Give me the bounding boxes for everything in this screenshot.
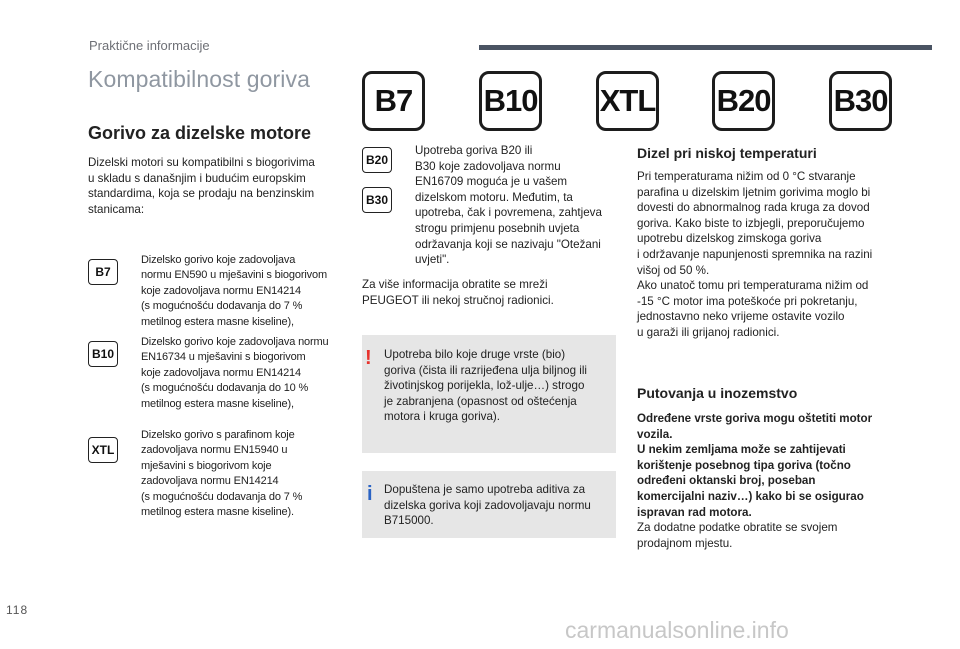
warning-box	[362, 335, 616, 453]
info-icon: i	[367, 483, 373, 505]
header-bar	[479, 45, 932, 50]
low-temp-text: Pri temperaturama nižim od 0 °C stvaranje parafina u dizelskim ljetnim gorivima moglo bi dovesti do abnormalnog rada kruga za dovod goriva. Kako biste to izbjegli, preporučujemo upotrebu dizelskog zimskoga goriva i održavanje napunjenosti spremnika na razini višoj od 50 %. Ako unatoč tomu pri temperaturama nižim od -15 °C motor ima poteškoće pri pokretanju, jednostavno neko vrijeme ostavite vozilo u garaži ili grijanoj radionici.	[637, 170, 873, 339]
page-title: Kompatibilnost goriva	[88, 66, 310, 92]
fuel-b10-description: Dizelsko gorivo koje zadovoljava normu EN16734 u mješavini s biogorivom koje zadovoljava normu EN14214 (s mogućnošću dodavanja do 10 % metilnog estera masne kiseline),	[141, 336, 329, 410]
fuel-badge-b7: B7	[88, 259, 118, 285]
fuel-badge-b10: B10	[88, 341, 118, 367]
badge-b20: B20	[712, 71, 775, 131]
abroad-bold-text: Određene vrste goriva mogu oštetiti motor vozila. U nekim zemljama može se zahtijevati korištenje posebnog tipa goriva (točno određeni oktanski broj, poseban komercijalni naziv…) kako bi se osigurao ispravan rad motora.	[637, 412, 873, 519]
section-header: Praktične informacije	[89, 38, 210, 53]
info-box	[362, 471, 616, 538]
diesel-intro: Dizelski motori su kompatibilni s biogorivima u skladu s današnjim i budućim europskim standardima, koja se prodaju na benzinskim stanicama:	[88, 156, 315, 216]
watermark: carmanualsonline.info	[565, 617, 789, 643]
badge-b7: B7	[362, 71, 425, 131]
info-text: Dopuštena je samo upotreba aditiva za dizelska goriva koji zadovoljavaju normu B715000.	[384, 483, 591, 528]
fuel-xtl-description: Dizelsko gorivo s parafinom koje zadovoljava normu EN15940 u mješavini s biogorivom koje zadovoljava normu EN14214 (s mogućnošću dodavanja do 7 % metilnog estera masne kiseline).	[141, 429, 303, 519]
fuel-badge-xtl: XTL	[88, 437, 118, 463]
warning-icon: !	[365, 347, 372, 369]
more-info-text: Za više informacija obratite se mreži PEUGEOT ili nekoj stručnoj radionici.	[362, 278, 554, 307]
fuel-badge-b20: B20	[362, 147, 392, 173]
low-temp-heading: Dizel pri niskoj temperaturi	[637, 145, 817, 161]
badge-b30: B30	[829, 71, 892, 131]
abroad-text: Za dodatne podatke obratite se svojem prodajnom mjestu.	[637, 521, 838, 550]
page-number: 118	[6, 603, 29, 617]
fuel-badge-b30: B30	[362, 187, 392, 213]
badge-xtl: XTL	[596, 71, 659, 131]
b20-b30-description: Upotreba goriva B20 ili B30 koje zadovoljava normu EN16709 moguća je u vašem dizelskom motoru. Međutim, ta upotreba, čak i povremena, zahtjeva strogu primjenu posebnih uvjeta održavanja koji se nazivaju "Otežani uvjeti".	[415, 144, 602, 267]
diesel-heading: Gorivo za dizelske motore	[88, 123, 312, 143]
fuel-b7-description: Dizelsko gorivo koje zadovoljava normu EN590 u mješavini s biogorivom koje zadovoljava normu EN14214 (s mogućnošću dodavanja do 7 % metilnog estera masne kiseline),	[141, 254, 327, 328]
warning-text: Upotreba bilo koje druge vrste (bio) goriva (čista ili razrijeđena ulja biljnog ili životinjskog porijekla, lož-ulje…) strogo je zabranjena (opasnost od oštećenja motora i kruga goriva).	[384, 348, 587, 424]
badge-b10: B10	[479, 71, 542, 131]
abroad-heading: Putovanja u inozemstvo	[637, 385, 798, 401]
